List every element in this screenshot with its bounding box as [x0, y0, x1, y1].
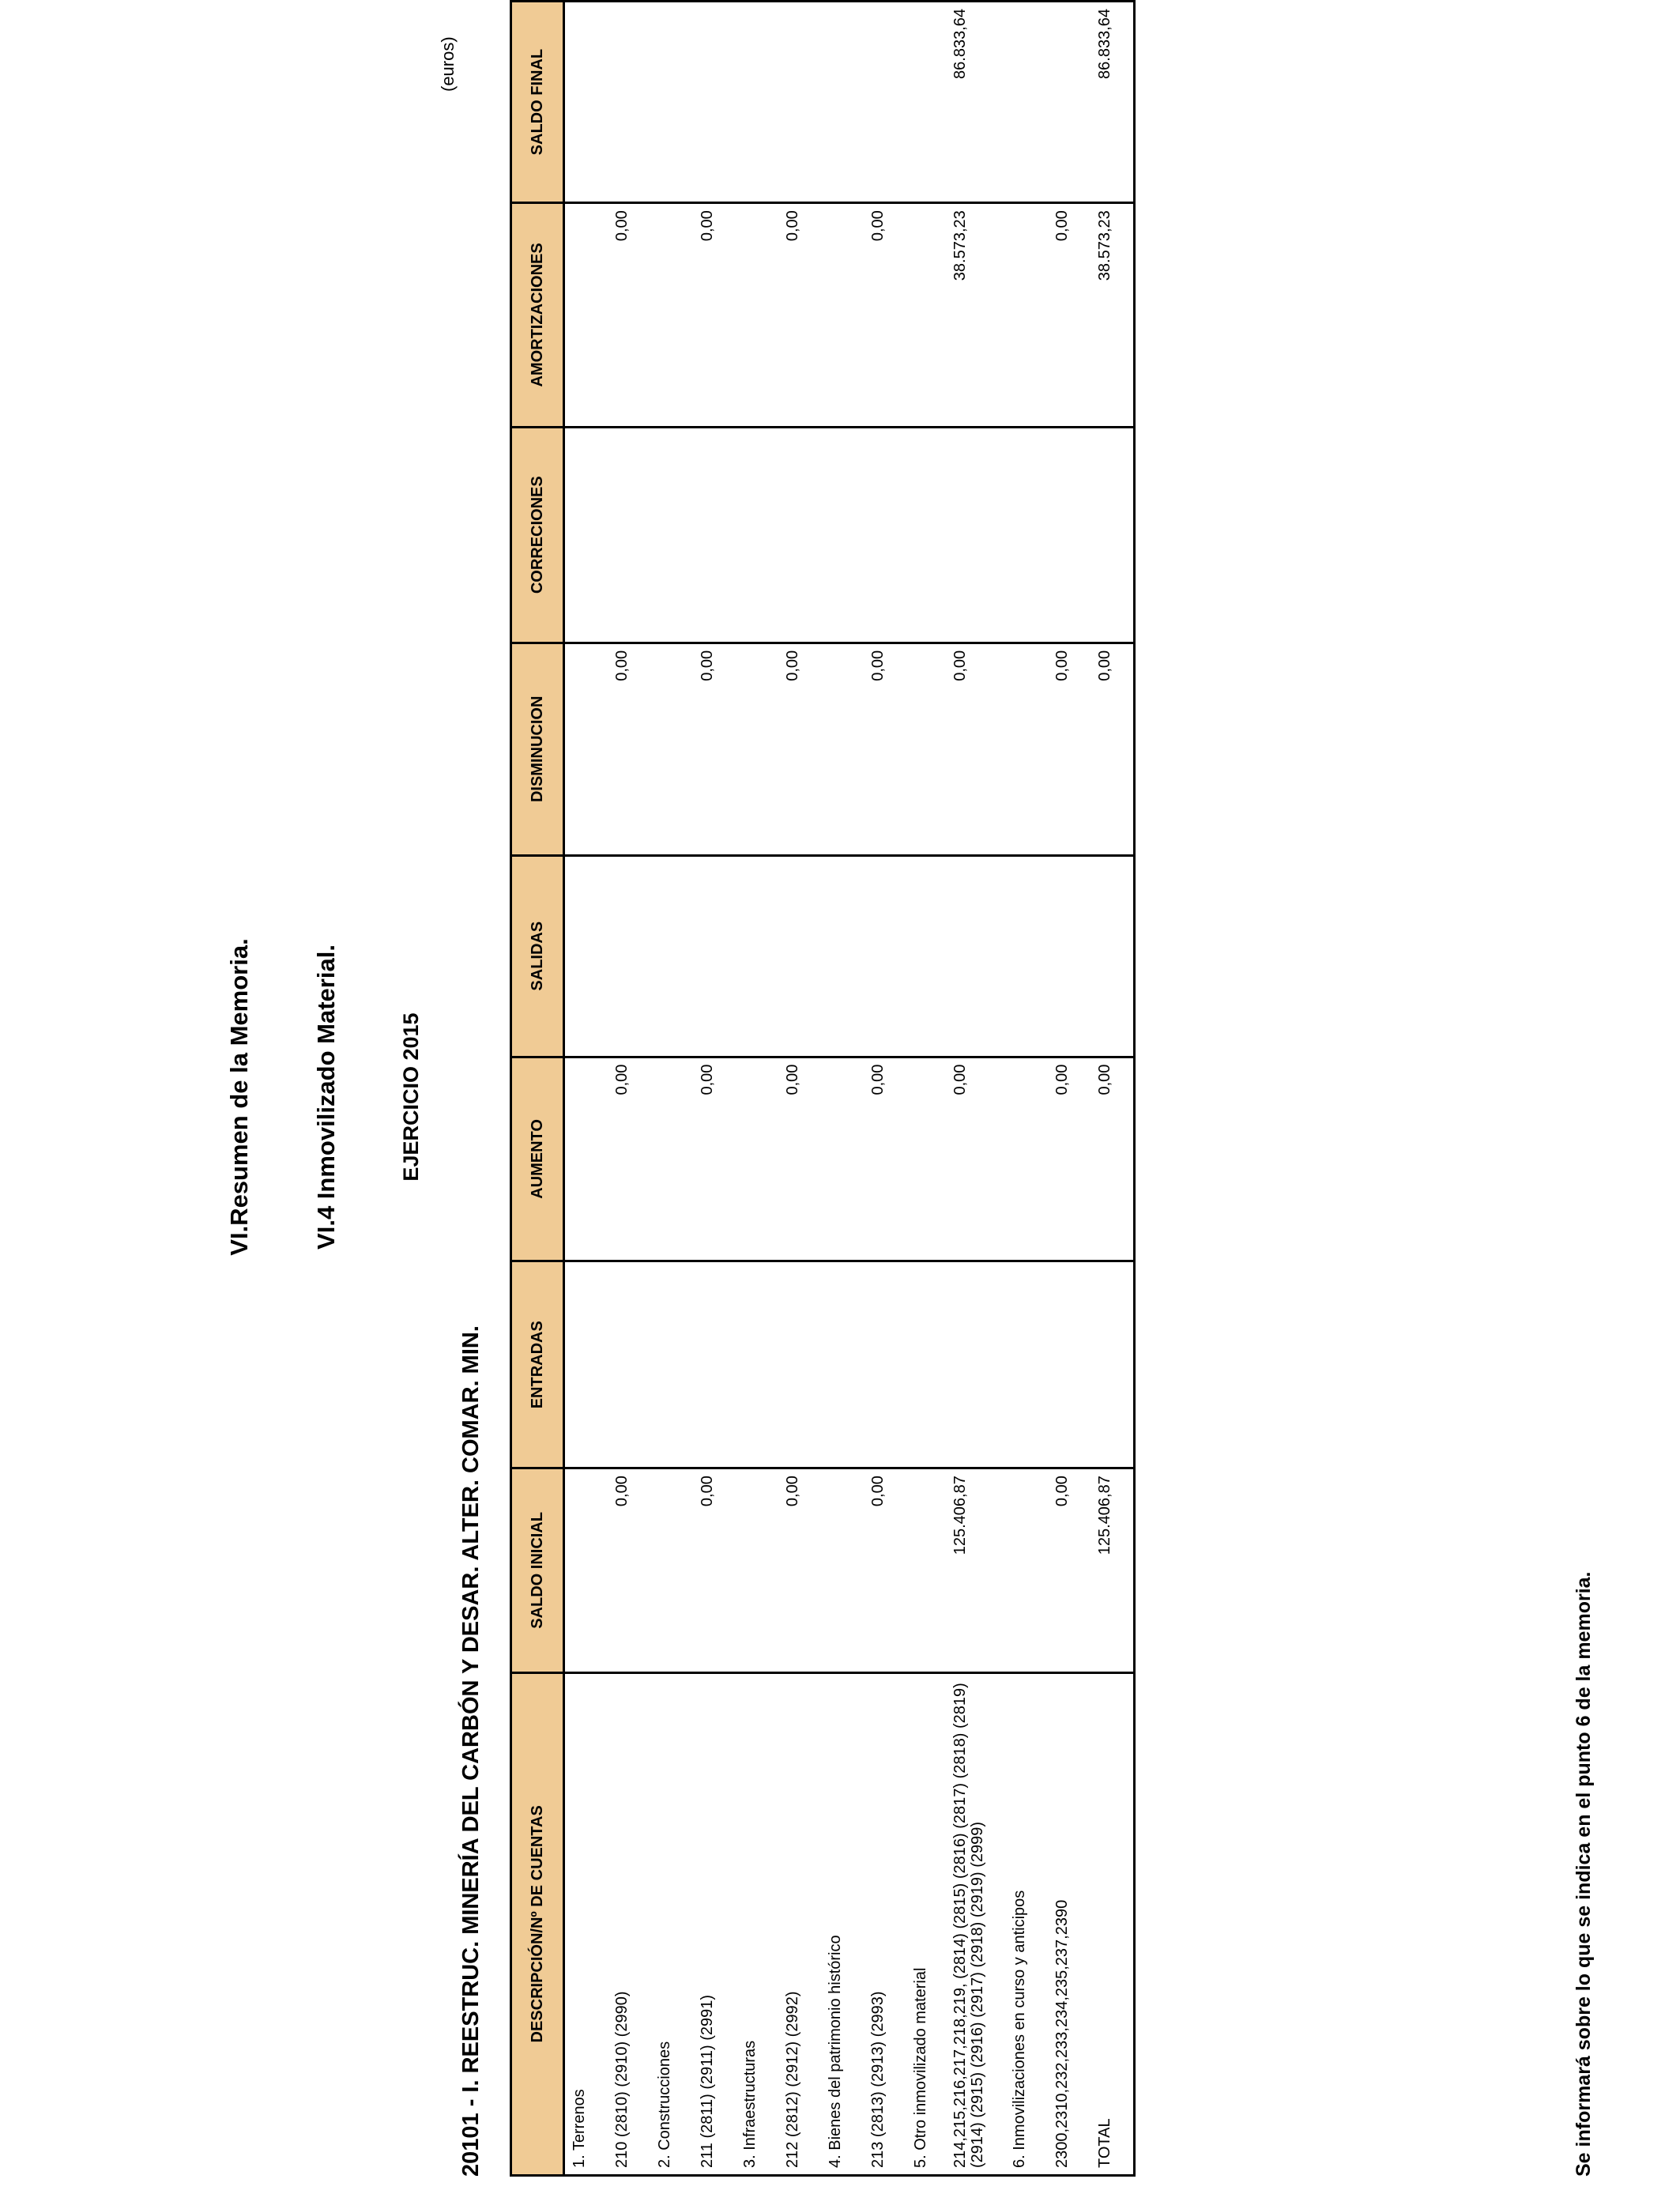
cell-entradas — [821, 1261, 864, 1468]
column-header: SALDO FINAL — [511, 2, 564, 203]
cell-saldo-final — [608, 2, 650, 203]
fixed-assets-table — [510, 0, 1136, 2177]
column-header: SALDO INICIAL — [511, 1468, 564, 1673]
row-description: 2300,2310,232,233,234,235,237,2390 — [1048, 1672, 1090, 2175]
cell-entradas — [864, 1261, 906, 1468]
cell-disminucion — [564, 643, 608, 855]
column-header: DISMINUCION — [511, 643, 564, 855]
table-row — [778, 2, 821, 2176]
cell-salidas — [736, 855, 778, 1057]
cell-disminucion: 0,00 — [1048, 643, 1090, 855]
cell-saldo-final — [821, 2, 864, 203]
cell-correciones — [1005, 427, 1048, 643]
column-header: ENTRADAS — [511, 1261, 564, 1468]
cell-aumento — [821, 1057, 864, 1261]
cell-aumento: 0,00 — [1090, 1057, 1135, 1261]
cell-amortizaciones — [821, 203, 864, 427]
table-row — [564, 2, 608, 2176]
cell-correciones — [736, 427, 778, 643]
cell-salidas — [608, 855, 650, 1057]
cell-amortizaciones — [650, 203, 693, 427]
table-row — [1005, 2, 1048, 2176]
cell-saldo-final — [906, 2, 949, 203]
fiscal-year-title: EJERCICIO 2015 — [399, 1012, 423, 1182]
cell-saldo-inicial: 125.406,87 — [1090, 1468, 1135, 1673]
cell-correciones — [564, 427, 608, 643]
cell-entradas — [693, 1261, 736, 1468]
cell-amortizaciones — [736, 203, 778, 427]
cell-saldo-final — [864, 2, 906, 203]
cell-aumento — [564, 1057, 608, 1261]
cell-saldo-final — [736, 2, 778, 203]
column-header: AUMENTO — [511, 1057, 564, 1261]
cell-salidas — [864, 855, 906, 1057]
cell-saldo-inicial: 125.406,87 — [949, 1468, 1005, 1673]
cell-amortizaciones: 0,00 — [693, 203, 736, 427]
cell-correciones — [650, 427, 693, 643]
cell-saldo-final: 86.833,64 — [949, 2, 1005, 203]
cell-entradas — [949, 1261, 1005, 1468]
cell-saldo-final — [778, 2, 821, 203]
cell-saldo-inicial: 0,00 — [778, 1468, 821, 1673]
cell-correciones — [1090, 427, 1135, 643]
units-label: (euros) — [438, 36, 458, 92]
cell-entradas — [564, 1261, 608, 1468]
cell-disminucion — [736, 643, 778, 855]
cell-saldo-inicial — [736, 1468, 778, 1673]
cell-aumento — [906, 1057, 949, 1261]
row-description: 6. Inmovilizaciones en curso y anticipos — [1005, 1672, 1048, 2175]
cell-saldo-final: 86.833,64 — [1090, 2, 1135, 203]
cell-entradas — [1090, 1261, 1135, 1468]
cell-aumento — [650, 1057, 693, 1261]
cell-disminucion — [906, 643, 949, 855]
cell-correciones — [906, 427, 949, 643]
row-description: TOTAL — [1090, 1672, 1135, 2175]
table-row — [736, 2, 778, 2176]
row-description: 1. Terrenos — [564, 1672, 608, 2175]
cell-correciones — [778, 427, 821, 643]
table-row — [693, 2, 736, 2176]
cell-amortizaciones — [1005, 203, 1048, 427]
row-description: 213 (2813) (2913) (2993) — [864, 1672, 906, 2175]
section-title: VI.4 Inmovilizado Material. — [312, 944, 340, 1250]
cell-amortizaciones: 0,00 — [864, 203, 906, 427]
cell-entradas — [650, 1261, 693, 1468]
cell-disminucion: 0,00 — [949, 643, 1005, 855]
cell-amortizaciones: 38.573,23 — [1090, 203, 1135, 427]
cell-salidas — [778, 855, 821, 1057]
row-description: 212 (2812) (2912) (2992) — [778, 1672, 821, 2175]
cell-saldo-inicial: 0,00 — [608, 1468, 650, 1673]
cell-aumento: 0,00 — [949, 1057, 1005, 1261]
cell-aumento — [736, 1057, 778, 1261]
cell-saldo-final — [1048, 2, 1090, 203]
cell-aumento: 0,00 — [693, 1057, 736, 1261]
cell-disminucion — [821, 643, 864, 855]
row-description: 214,215,216,217,218,219, (2814) (2815) (2816) (2817) (2818) (2819) (2914) (2915) (2916) (2917) (2918) (2919) (2999) — [949, 1672, 1005, 2175]
cell-disminucion: 0,00 — [693, 643, 736, 855]
cell-salidas — [949, 855, 1005, 1057]
cell-salidas — [693, 855, 736, 1057]
cell-disminucion: 0,00 — [864, 643, 906, 855]
cell-aumento — [1005, 1057, 1048, 1261]
row-description: 5. Otro inmovilizado material — [906, 1672, 949, 2175]
footnote: Se informará sobre lo que se indica en el punto 6 de la memoria. — [1573, 1571, 1595, 2177]
row-description: 4. Bienes del patrimonio histórico — [821, 1672, 864, 2175]
cell-aumento: 0,00 — [1048, 1057, 1090, 1261]
table-row — [864, 2, 906, 2176]
cell-correciones — [608, 427, 650, 643]
table-row — [1090, 2, 1135, 2176]
cell-saldo-inicial — [906, 1468, 949, 1673]
column-header: CORRECIONES — [511, 427, 564, 643]
cell-entradas — [1048, 1261, 1090, 1468]
cell-entradas — [1005, 1261, 1048, 1468]
cell-saldo-final — [564, 2, 608, 203]
table-row — [906, 2, 949, 2176]
cell-disminucion: 0,00 — [608, 643, 650, 855]
cell-saldo-inicial: 0,00 — [864, 1468, 906, 1673]
cell-entradas — [736, 1261, 778, 1468]
cell-salidas — [906, 855, 949, 1057]
table-row — [949, 2, 1005, 2176]
cell-saldo-inicial: 0,00 — [1048, 1468, 1090, 1673]
cell-saldo-inicial: 0,00 — [693, 1468, 736, 1673]
cell-amortizaciones: 38.573,23 — [949, 203, 1005, 427]
table-row — [650, 2, 693, 2176]
table-header-row — [511, 2, 564, 2176]
entity-subtitle: 20101 - I. REESTRUC. MINERÍA DEL CARBÓN Y DESAR. ALTER. COMAR. MIN. — [458, 1325, 484, 2177]
cell-salidas — [1090, 855, 1135, 1057]
cell-saldo-inicial — [1005, 1468, 1048, 1673]
cell-amortizaciones — [906, 203, 949, 427]
column-header: SALIDAS — [511, 855, 564, 1057]
table-row — [608, 2, 650, 2176]
cell-correciones — [949, 427, 1005, 643]
cell-entradas — [778, 1261, 821, 1468]
cell-disminucion: 0,00 — [1090, 643, 1135, 855]
cell-aumento: 0,00 — [778, 1057, 821, 1261]
cell-salidas — [821, 855, 864, 1057]
cell-salidas — [564, 855, 608, 1057]
row-description: 210 (2810) (2910) (2990) — [608, 1672, 650, 2175]
row-description: 2. Construcciones — [650, 1672, 693, 2175]
cell-correciones — [864, 427, 906, 643]
cell-saldo-final — [1005, 2, 1048, 203]
cell-saldo-final — [650, 2, 693, 203]
cell-amortizaciones: 0,00 — [1048, 203, 1090, 427]
row-description: 3. Infraestructuras — [736, 1672, 778, 2175]
cell-correciones — [693, 427, 736, 643]
table-row — [1048, 2, 1090, 2176]
memory-title: VI.Resumen de la Memoria. — [225, 938, 253, 1256]
cell-correciones — [1048, 427, 1090, 643]
cell-correciones — [821, 427, 864, 643]
cell-salidas — [650, 855, 693, 1057]
cell-disminucion — [1005, 643, 1048, 855]
column-header: AMORTIZACIONES — [511, 203, 564, 427]
cell-amortizaciones: 0,00 — [778, 203, 821, 427]
row-description: 211 (2811) (2911) (2991) — [693, 1672, 736, 2175]
cell-amortizaciones: 0,00 — [608, 203, 650, 427]
cell-entradas — [906, 1261, 949, 1468]
cell-disminucion: 0,00 — [778, 643, 821, 855]
column-header: DESCRIPCIÓN/Nº DE CUENTAS — [511, 1672, 564, 2175]
cell-saldo-final — [693, 2, 736, 203]
cell-aumento: 0,00 — [864, 1057, 906, 1261]
cell-saldo-inicial — [564, 1468, 608, 1673]
cell-amortizaciones — [564, 203, 608, 427]
cell-salidas — [1048, 855, 1090, 1057]
cell-salidas — [1005, 855, 1048, 1057]
cell-saldo-inicial — [821, 1468, 864, 1673]
cell-aumento: 0,00 — [608, 1057, 650, 1261]
cell-entradas — [608, 1261, 650, 1468]
cell-disminucion — [650, 643, 693, 855]
cell-saldo-inicial — [650, 1468, 693, 1673]
table-row — [821, 2, 864, 2176]
